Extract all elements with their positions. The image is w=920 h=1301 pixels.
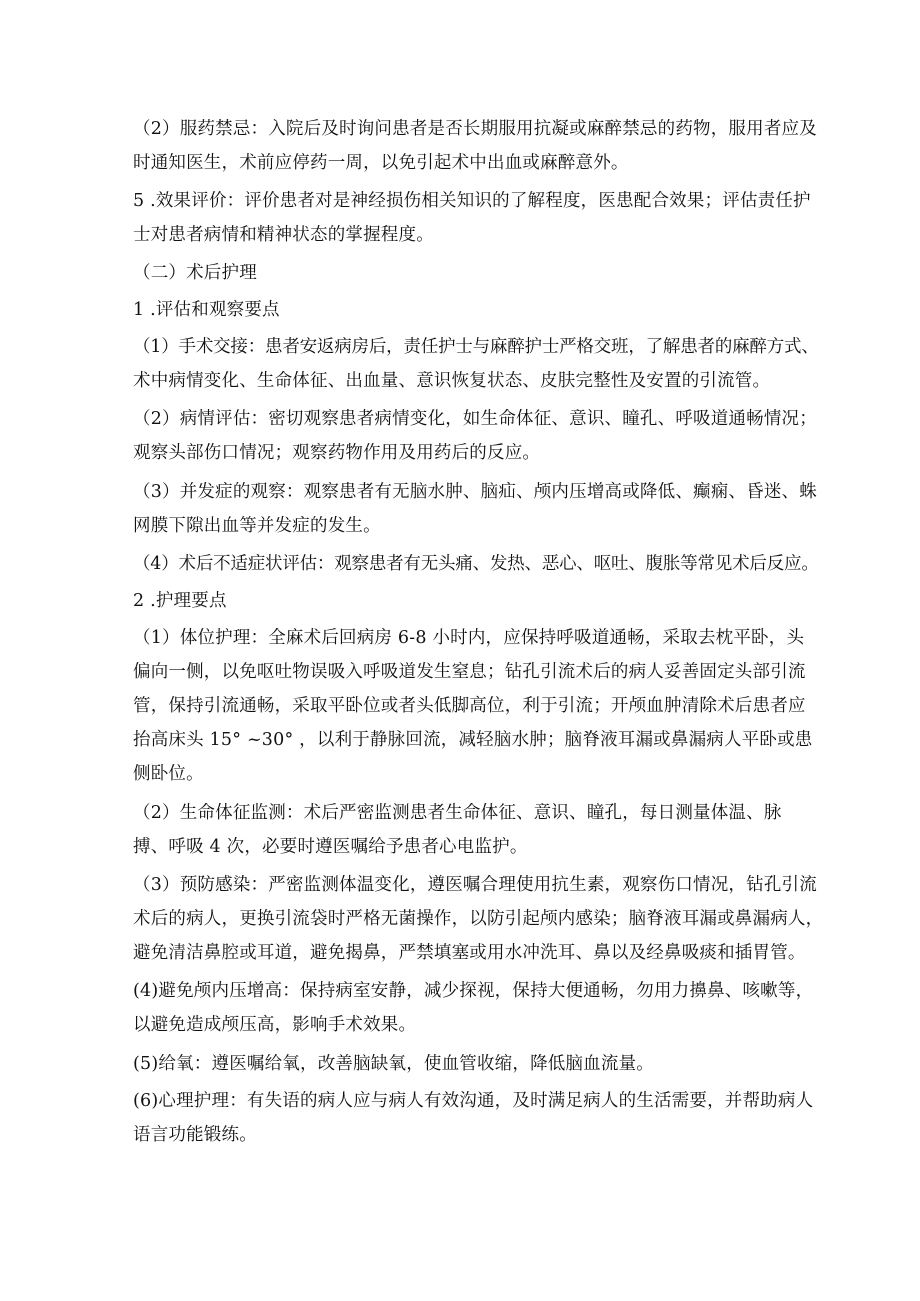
text-line: 士对患者病情和精神状态的掌握程度。 <box>133 225 434 245</box>
text-line: 术中病情变化、生命体征、出血量、意识恢复状态、皮肤完整性及安置的引流管。 <box>133 371 771 391</box>
text-line: 术后的病人，更换引流袋时严格无菌操作，以防引起颅内感染；脑脊液耳漏或鼻漏病人， <box>133 909 824 929</box>
text-line: （3）并发症的观察：观察患者有无脑水肿、脑疝、颅内压增高或降低、癫痫、昏迷、蛛 <box>133 482 817 502</box>
text-line: 管，保持引流通畅，采取平卧位或者头低脚高位，利于引流；开颅血肿清除术后患者应 <box>133 696 806 716</box>
text-line: 侧卧位。 <box>133 764 204 784</box>
text-line: 抬高床头 15° ~30° ，以利于静脉回流，减轻脑水肿；脑脊液耳漏或鼻漏病人平卧或患 <box>133 730 813 750</box>
text-line: （4）术后不适症状评估：观察患者有无头痛、发热、恶心、呕吐、腹胀等常见术后反应。 <box>133 554 819 574</box>
text-line: （2）病情评估：密切观察患者病情变化，如生命体征、意识、瞳孔、呼吸道通畅情况； <box>133 409 817 429</box>
text-line: (4)避免颅内压增高：保持病室安静，减少探视，保持大便通畅，勿用力擤鼻、咳嗽等， <box>133 981 814 1001</box>
text-line: （1）体位护理：全麻术后回病房 6-8 小时内，应保持呼吸道通畅，采取去枕平卧，头 <box>133 628 805 648</box>
text-line: 语言功能锻练。 <box>133 1125 257 1145</box>
text-line: 时通知医生，术前应停药一周，以免引起术中出血或麻醉意外。 <box>133 153 629 173</box>
subsection-heading: 2 .护理要点 <box>133 591 227 611</box>
text-line: 以避免造成颅压高，影响手术效果。 <box>133 1015 417 1035</box>
text-line: 观察头部伤口情况；观察药物作用及用药后的反应。 <box>133 443 541 463</box>
text-line: 避免清洁鼻腔或耳道，避免揭鼻，严禁填塞或用水冲洗耳、鼻以及经鼻吸痰和插胃管。 <box>133 943 806 963</box>
text-line: 搏、呼吸 4 次，必要时遵医嘱给予患者心电监护。 <box>133 837 528 857</box>
text-line: （3）预防感染：严密监测体温变化，遵医嘱合理使用抗生素，观察伤口情况，钻孔引流 <box>133 875 817 895</box>
subsection-heading: 1 .评估和观察要点 <box>133 300 280 320</box>
text-line: 偏向一侧，以免呕吐物误吸入呼吸道发生窒息；钻孔引流术后的病人妥善固定头部引流 <box>133 662 806 682</box>
text-line: (6)心理护理：有失语的病人应与病人有效沟通，及时满足病人的生活需要，并帮助病人 <box>133 1091 814 1111</box>
section-heading: （二）术后护理 <box>133 263 257 283</box>
text-line: (5)给氧：遵医嘱给氧，改善脑缺氧，使血管收缩，降低脑血流量。 <box>133 1054 654 1074</box>
text-line: 网膜下隙出血等并发症的发生。 <box>133 516 381 536</box>
text-line: 5 .效果评价：评价患者对是神经损伤相关知识的了解程度，医患配合效果；评估责任护 <box>133 191 811 211</box>
text-line: （1）手术交接：患者安返病房后，责任护士与麻醉护士严格交班，了解患者的麻醉方式、 <box>133 337 819 357</box>
text-line: （2）生命体征监测：术后严密监测患者生命体征、意识、瞳孔，每日测量体温、脉 <box>133 803 782 823</box>
text-line: （2）服药禁忌：入院后及时询问患者是否长期服用抗凝或麻醉禁忌的药物，服用者应及 <box>133 119 817 139</box>
